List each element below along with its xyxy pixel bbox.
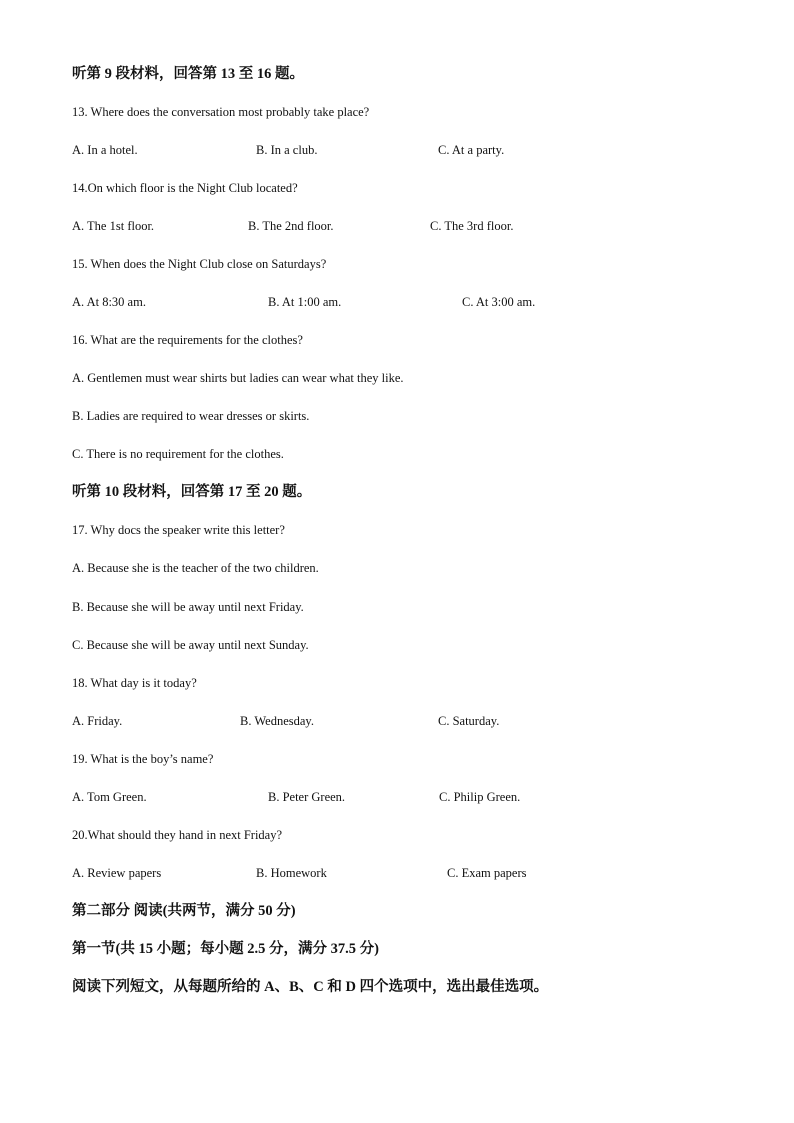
question-15-option-c: C. At 3:00 am. — [462, 295, 536, 309]
question-16-option-a: A. Gentlemen must wear shirts but ladies can wear what they like. — [72, 371, 404, 385]
question-18-option-b: B. Wednesday. — [240, 714, 314, 728]
question-19-option-a: A. Tom Green. — [72, 790, 147, 804]
reading-instruction: 阅读下列短文，从每题所给的 A、B、C 和 D 四个选项中，选出最佳选项。 — [72, 979, 549, 995]
question-19-stem: 19. What is the boy’s name? — [72, 752, 214, 766]
question-13-stem: 13. Where does the conversation most probably take place? — [72, 105, 370, 119]
question-20-option-b: B. Homework — [256, 866, 327, 880]
question-17-option-b: B. Because she will be away until next Friday. — [72, 600, 304, 614]
question-18-stem: 18. What day is it today? — [72, 676, 197, 690]
section-1-heading: 第一节(共 15 小题；每小题 2.5 分，满分 37.5 分) — [72, 941, 379, 957]
section-9-heading: 听第 9 段材料，回答第 13 至 16 题。 — [72, 66, 304, 82]
question-19-option-b: B. Peter Green. — [268, 790, 346, 804]
question-18-option-a: A. Friday. — [72, 714, 123, 728]
question-15-option-a: A. At 8:30 am. — [72, 295, 146, 309]
question-13-option-b: B. In a club. — [256, 143, 318, 157]
question-15-stem: 15. When does the Night Club close on Saturdays? — [72, 257, 327, 271]
question-20-option-a: A. Review papers — [72, 866, 162, 880]
question-17-option-c: C. Because she will be away until next Sunday. — [72, 638, 309, 652]
question-14-stem: 14.On which floor is the Night Club located? — [72, 181, 298, 195]
question-14-option-a: A. The 1st floor. — [72, 219, 155, 233]
question-14-option-b: B. The 2nd floor. — [248, 219, 334, 233]
question-17-option-a: A. Because she is the teacher of the two children. — [72, 561, 319, 575]
section-10-heading: 听第 10 段材料，回答第 17 至 20 题。 — [72, 484, 312, 500]
question-13-option-c: C. At a party. — [438, 143, 505, 157]
question-13-option-a: A. In a hotel. — [72, 143, 138, 157]
question-14-option-c: C. The 3rd floor. — [430, 219, 514, 233]
question-15-option-b: B. At 1:00 am. — [268, 295, 342, 309]
question-17-stem: 17. Why docs the speaker write this letter? — [72, 523, 285, 537]
part-2-heading: 第二部分 阅读(共两节，满分 50 分) — [72, 903, 296, 919]
question-20-stem: 20.What should they hand in next Friday? — [72, 828, 283, 842]
question-16-option-b: B. Ladies are required to wear dresses or skirts. — [72, 409, 310, 423]
question-19-option-c: C. Philip Green. — [439, 790, 521, 804]
question-16-option-c: C. There is no requirement for the clothes. — [72, 447, 284, 461]
question-16-stem: 16. What are the requirements for the clothes? — [72, 333, 303, 347]
question-20-option-c: C. Exam papers — [447, 866, 527, 880]
question-18-option-c: C. Saturday. — [438, 714, 500, 728]
